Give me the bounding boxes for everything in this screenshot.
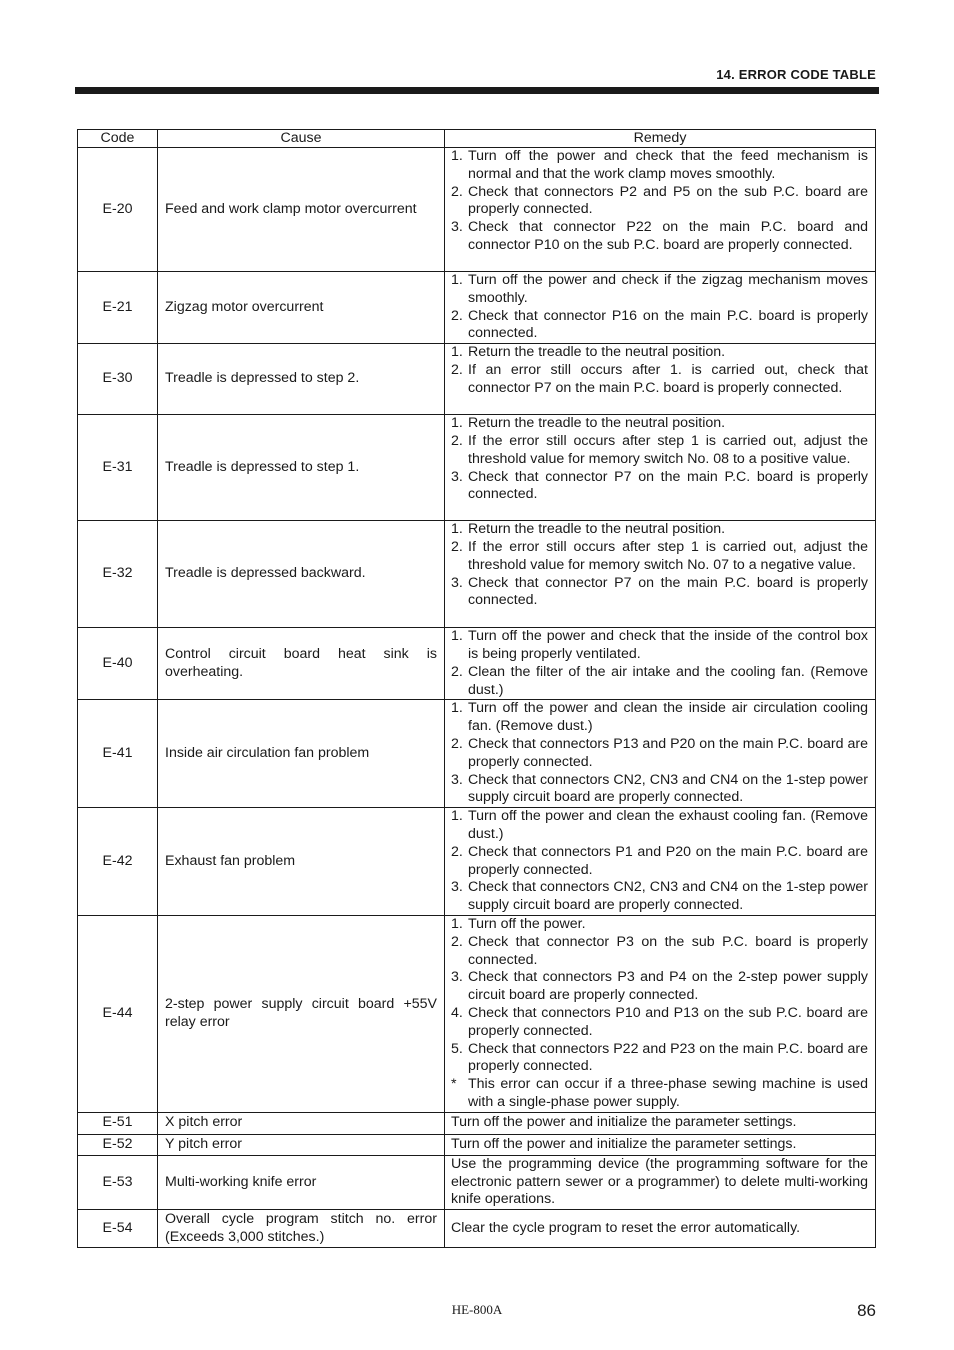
remedy-steps: [451, 521, 868, 610]
step-text: Return the treadle to the neutral position.: [468, 521, 726, 538]
error-remedy: [445, 148, 876, 272]
step-number: 2.: [451, 183, 463, 200]
step-number: 3.: [451, 879, 463, 896]
error-cause: Treadle is depressed backward.: [158, 521, 445, 628]
remedy-step: [451, 844, 868, 880]
error-code: E-44: [78, 915, 158, 1112]
error-cause: 2-step power supply circuit board +55V relay error: [158, 915, 445, 1112]
step-text: Turn off the power and clean the inside air circulation cooling fan. (Remove dust.): [468, 700, 868, 735]
remedy-step: [451, 879, 868, 915]
error-remedy: [445, 415, 876, 521]
remedy-step: [451, 148, 868, 184]
column-header-cause: Cause: [158, 130, 445, 148]
page-number: 86: [857, 1301, 876, 1320]
remedy-steps: [451, 272, 868, 343]
header-rule: [75, 87, 879, 94]
step-text: If the error still occurs after step 1 is carried out, adjust the threshold value for memory switch No. 07 to a negative value.: [468, 538, 868, 573]
remedy-steps: [451, 628, 868, 699]
step-number: 2.: [451, 361, 463, 378]
table-row: [78, 415, 876, 521]
step-text: Check that connectors P13 and P20 on the main P.C. board are properly connected.: [468, 735, 868, 770]
remedy-step: [451, 1005, 868, 1041]
table-row: [78, 1155, 876, 1209]
error-cause: Y pitch error: [158, 1134, 445, 1155]
error-code: E-41: [78, 700, 158, 808]
step-text: Clean the filter of the air intake and the cooling fan. (Remove dust.): [468, 663, 868, 698]
step-number: 1.: [451, 148, 463, 164]
step-number: 1.: [451, 808, 463, 825]
section-title: 14. ERROR CODE TABLE: [716, 67, 876, 82]
table-row: [78, 808, 876, 916]
step-number: 2.: [451, 538, 463, 555]
step-text: Check that connectors P3 and P4 on the 2-step power supply circuit board are properly connected.: [468, 969, 868, 1004]
step-text: Check that connectors CN2, CN3 and CN4 on the 1-step power supply circuit board are properly connected.: [468, 879, 868, 914]
error-code: E-31: [78, 415, 158, 521]
error-remedy: [445, 808, 876, 916]
step-text: Check that connector P22 on the main P.C. board and connector P10 on the sub P.C. board are properly connected.: [468, 219, 868, 253]
step-text: Check that connector P16 on the main P.C. board is properly connected.: [468, 307, 868, 342]
step-text: This error can occur if a three-phase sewing machine is used with a single-phase power supply.: [468, 1076, 868, 1110]
error-cause: X pitch error: [158, 1112, 445, 1134]
remedy-step: [451, 308, 868, 344]
remedy-steps: [451, 415, 868, 504]
error-code: E-52: [78, 1134, 158, 1155]
remedy-step: [451, 344, 868, 362]
error-remedy: Use the programming device (the programming software for the electronic pattern sewer or a programmer) to delete multi-working knife operations.: [445, 1155, 876, 1209]
remedy-step: [451, 362, 868, 398]
remedy-steps: [451, 148, 868, 255]
table-row: [78, 1134, 876, 1155]
table-row: [78, 272, 876, 344]
remedy-step: [451, 433, 868, 469]
remedy-step: [451, 469, 868, 505]
error-remedy: Turn off the power and initialize the parameter settings.: [445, 1134, 876, 1155]
step-number: 2.: [451, 307, 463, 324]
step-number: 4.: [451, 1004, 463, 1021]
error-remedy: [445, 272, 876, 344]
error-cause: Treadle is depressed to step 1.: [158, 415, 445, 521]
step-number: 1.: [451, 915, 463, 932]
step-text: Check that connectors P22 and P23 on the main P.C. board are properly connected.: [468, 1040, 868, 1075]
step-number: 1.: [451, 344, 463, 361]
remedy-step: [451, 664, 868, 700]
table-row: [78, 521, 876, 628]
step-text: Turn off the power and check that the inside of the control box is being properly ventilated.: [468, 628, 868, 662]
step-number: 1.: [451, 521, 463, 538]
step-text: Check that connector P7 on the main P.C. board is properly connected.: [468, 574, 868, 609]
error-remedy: [445, 915, 876, 1112]
step-number: 2.: [451, 735, 463, 752]
error-cause: Treadle is depressed to step 2.: [158, 344, 445, 415]
remedy-step: [451, 628, 868, 664]
remedy-step: [451, 808, 868, 844]
remedy-steps: [451, 808, 868, 915]
error-remedy: Turn off the power and initialize the parameter settings.: [445, 1112, 876, 1134]
error-cause: Inside air circulation fan problem: [158, 700, 445, 808]
step-text: Check that connectors P2 and P5 on the sub P.C. board are properly connected.: [468, 183, 868, 218]
step-number: 3.: [451, 468, 463, 485]
error-code: E-20: [78, 148, 158, 272]
step-text: Check that connector P7 on the main P.C. board is properly connected.: [468, 468, 868, 503]
error-code: E-30: [78, 344, 158, 415]
step-number: 2.: [451, 933, 463, 950]
table-body: [78, 148, 876, 1248]
remedy-steps: [451, 916, 868, 1112]
error-remedy: [445, 521, 876, 628]
error-code: E-54: [78, 1210, 158, 1248]
step-number: *: [451, 1076, 457, 1093]
error-cause: Feed and work clamp motor overcurrent: [158, 148, 445, 272]
column-header-remedy: Remedy: [445, 130, 876, 148]
step-number: 1.: [451, 628, 463, 645]
step-number: 1.: [451, 415, 463, 432]
step-number: 2.: [451, 432, 463, 449]
error-code-table: [77, 129, 876, 1248]
step-text: Check that connector P3 on the sub P.C. board is properly connected.: [468, 933, 868, 968]
table-row: [78, 1210, 876, 1248]
step-number: 3.: [451, 771, 463, 788]
step-text: Turn off the power and check if the zigzag mechanism moves smoothly.: [468, 272, 868, 306]
remedy-step: [451, 772, 868, 808]
step-text: Return the treadle to the neutral position.: [468, 344, 726, 361]
table-row: [78, 1112, 876, 1134]
table-row: [78, 700, 876, 808]
remedy-step: [451, 736, 868, 772]
error-code: E-51: [78, 1112, 158, 1134]
step-number: 1.: [451, 700, 463, 717]
step-text: If an error still occurs after 1. is carried out, check that connector P7 on the main P.C. board is properly connected.: [468, 361, 868, 396]
error-code: E-32: [78, 521, 158, 628]
remedy-steps: [451, 344, 868, 397]
error-code: E-42: [78, 808, 158, 916]
step-number: 3.: [451, 574, 463, 591]
table-row: [78, 915, 876, 1112]
remedy-step: [451, 575, 868, 611]
remedy-step: [451, 934, 868, 970]
remedy-step: [451, 916, 868, 934]
error-remedy: [445, 628, 876, 700]
model-name: HE-800A: [451, 1302, 503, 1317]
error-remedy: [445, 700, 876, 808]
remedy-step: [451, 219, 868, 255]
error-code: E-21: [78, 272, 158, 344]
error-cause: Multi-working knife error: [158, 1155, 445, 1209]
step-text: Check that connectors P10 and P13 on the sub P.C. board are properly connected.: [468, 1004, 868, 1039]
remedy-step: [451, 969, 868, 1005]
remedy-step: [451, 700, 868, 736]
remedy-step: [451, 1041, 868, 1077]
error-remedy: [445, 344, 876, 415]
error-code: E-53: [78, 1155, 158, 1209]
error-code: E-40: [78, 628, 158, 700]
remedy-step: [451, 415, 868, 433]
step-text: If the error still occurs after step 1 is carried out, adjust the threshold value for memory switch No. 08 to a positive value.: [468, 432, 868, 467]
step-number: 3.: [451, 219, 463, 236]
remedy-step: [451, 184, 868, 220]
step-text: Check that connectors P1 and P20 on the main P.C. board are properly connected.: [468, 843, 868, 878]
remedy-step: [451, 539, 868, 575]
step-text: Return the treadle to the neutral position.: [468, 415, 726, 432]
error-cause: Exhaust fan problem: [158, 808, 445, 916]
table-header-row: [78, 130, 876, 148]
step-text: Turn off the power.: [468, 915, 586, 932]
error-cause: Overall cycle program stitch no. error (Exceeds 3,000 stitches.): [158, 1210, 445, 1248]
remedy-step: [451, 521, 868, 539]
step-number: 5.: [451, 1040, 463, 1057]
remedy-step: [451, 1076, 868, 1112]
step-text: Turn off the power and clean the exhaust cooling fan. (Remove dust.): [468, 808, 868, 842]
step-text: Check that connectors CN2, CN3 and CN4 on the 1-step power supply circuit board are properly connected.: [468, 771, 868, 806]
remedy-step: [451, 272, 868, 308]
step-number: 2.: [451, 843, 463, 860]
step-number: 2.: [451, 663, 463, 680]
error-cause: Control circuit board heat sink is overheating.: [158, 628, 445, 700]
step-number: 3.: [451, 969, 463, 986]
error-remedy: Clear the cycle program to reset the error automatically.: [445, 1210, 876, 1248]
remedy-steps: [451, 700, 868, 807]
step-text: Turn off the power and check that the feed mechanism is normal and that the work clamp moves smoothly.: [468, 148, 868, 182]
table-row: [78, 344, 876, 415]
column-header-code: Code: [78, 130, 158, 148]
table-row: [78, 628, 876, 700]
table-row: [78, 148, 876, 272]
step-number: 1.: [451, 272, 463, 288]
error-cause: Zigzag motor overcurrent: [158, 272, 445, 344]
